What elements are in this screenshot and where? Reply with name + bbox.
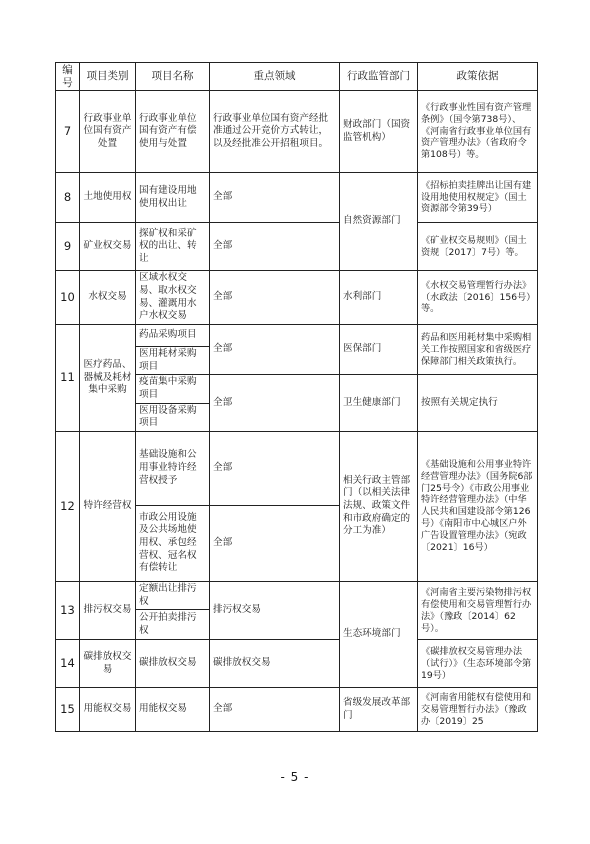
- category-cell: 水权交易: [80, 271, 136, 325]
- key-area-cell: 全部: [210, 325, 340, 375]
- key-area-cell: 行政事业单位国有资产经批准通过公开竞价方式转让，以及经批准公开招租项目。: [210, 91, 340, 173]
- header-number: 编号: [56, 63, 80, 91]
- regulator-cell: 卫生健康部门: [340, 375, 418, 432]
- row-number: 8: [56, 173, 80, 223]
- row-number: 14: [56, 640, 80, 688]
- row-number: 13: [56, 581, 80, 639]
- regulator-cell: 自然资源部门: [340, 173, 418, 271]
- project-name-cell: 市政公用设施及公共场地使用权、承包经营权、冠名权有偿转让: [136, 505, 210, 581]
- regulator-cell: 生态环境部门: [340, 581, 418, 687]
- policy-basis-cell: 《碳排放权交易管理办法（试行）》（生态环境部令第19号）: [418, 640, 538, 688]
- policy-table: [55, 62, 538, 732]
- table-row: [56, 640, 538, 688]
- category-cell: 碳排放权交易: [80, 640, 136, 688]
- key-area-cell: 全部: [210, 223, 340, 271]
- header-key-area: 重点领域: [210, 63, 340, 91]
- category-cell: 排污权交易: [80, 581, 136, 639]
- project-name-cell: 国有建设用地使用权出让: [136, 173, 210, 223]
- policy-basis-cell: 《水权交易管理暂行办法》（水政法〔2016〕156号）等。: [418, 271, 538, 325]
- project-name-cell: 基础设施和公用事业特许经营权授予: [136, 431, 210, 505]
- table-row: [56, 91, 538, 173]
- category-cell: 土地使用权: [80, 173, 136, 223]
- project-name-cell: 公开拍卖排污权: [136, 610, 210, 640]
- table-row: [56, 223, 538, 271]
- header-regulator: 行政监管部门: [340, 63, 418, 91]
- table-row: [56, 271, 538, 325]
- regulator-cell: 医保部门: [340, 325, 418, 375]
- category-cell: 行政事业单位国有资产处置: [80, 91, 136, 173]
- project-name-cell: 行政事业单位国有资产有偿使用与处置: [136, 91, 210, 173]
- project-name-cell: 定额出让排污权: [136, 581, 210, 609]
- policy-basis-cell: 《招标拍卖挂牌出让国有建设用地使用权规定》（国土资源部令第39号）: [418, 173, 538, 223]
- table-row: [56, 431, 538, 505]
- project-name-cell: 医用设备采购项目: [136, 403, 210, 431]
- header-policy-basis: 政策依据: [418, 63, 538, 91]
- policy-basis-cell: 《行政事业性国有资产管理条例》（国令第738号）、《河南省行政事业单位国有资产管理办法》（省政府令第108号）等。: [418, 91, 538, 173]
- project-name-cell: 用能权交易: [136, 688, 210, 732]
- policy-basis-cell: 药品和医用耗材集中采购相关工作按照国家和省级医疗保障部门相关政策执行。: [418, 325, 538, 375]
- row-number: 7: [56, 91, 80, 173]
- project-name-cell: 医用耗材采购项目: [136, 347, 210, 375]
- key-area-cell: 全部: [210, 505, 340, 581]
- key-area-cell: 碳排放权交易: [210, 640, 340, 688]
- table-row: [56, 325, 538, 347]
- policy-basis-cell: 按照有关规定执行: [418, 375, 538, 432]
- table-row: [56, 688, 538, 732]
- policy-basis-cell: 《基础设施和公用事业特许经营管理办法》（国务院6部门25号令）《市政公用事业特许经营管理办法》（中华人民共和国建设部令第126号）《南阳市中心城区户外广告设置管理办法》（宛政〔2021〕16号）: [418, 431, 538, 581]
- project-name-cell: 药品采购项目: [136, 325, 210, 347]
- table-row: [56, 173, 538, 223]
- policy-basis-cell: 《河南省用能权有偿使用和交易管理暂行办法》（豫政办〔2019〕25: [418, 688, 538, 732]
- row-number: 9: [56, 223, 80, 271]
- row-number: 15: [56, 688, 80, 732]
- row-number: 12: [56, 431, 80, 581]
- header-project-name: 项目名称: [136, 63, 210, 91]
- key-area-cell: 全部: [210, 271, 340, 325]
- row-number: 10: [56, 271, 80, 325]
- project-name-cell: 碳排放权交易: [136, 640, 210, 688]
- row-number: 11: [56, 325, 80, 432]
- key-area-cell: 全部: [210, 688, 340, 732]
- category-cell: 用能权交易: [80, 688, 136, 732]
- category-cell: 矿业权交易: [80, 223, 136, 271]
- project-name-cell: 疫苗集中采购项目: [136, 375, 210, 403]
- category-cell: 医疗药品、器械及耗材集中采购: [80, 325, 136, 432]
- policy-basis-cell: 《河南省主要污染物排污权有偿使用和交易管理暂行办法》（豫政〔2014〕62号）。: [418, 581, 538, 639]
- policy-basis-cell: 《矿业权交易规则》（国土资规〔2017〕7号）等。: [418, 223, 538, 271]
- page-number: - 5 -: [280, 770, 310, 784]
- key-area-cell: 全部: [210, 431, 340, 505]
- project-name-cell: 区域水权交易、取水权交易、灌溉用水户水权交易: [136, 271, 210, 325]
- regulator-cell: 省级发展改革部门: [340, 688, 418, 732]
- project-name-cell: 探矿权和采矿权的出让、转让: [136, 223, 210, 271]
- key-area-cell: 排污权交易: [210, 581, 340, 639]
- header-row: [56, 63, 538, 91]
- header-category: 项目类别: [80, 63, 136, 91]
- category-cell: 特许经营权: [80, 431, 136, 581]
- key-area-cell: 全部: [210, 173, 340, 223]
- regulator-cell: 相关行政主管部门（以相关法律法规、政策文件和市政府确定的分工为准）: [340, 431, 418, 581]
- regulator-cell: 水利部门: [340, 271, 418, 325]
- regulator-cell: 财政部门（国资监管机构）: [340, 91, 418, 173]
- key-area-cell: 全部: [210, 375, 340, 432]
- table-row: [56, 581, 538, 609]
